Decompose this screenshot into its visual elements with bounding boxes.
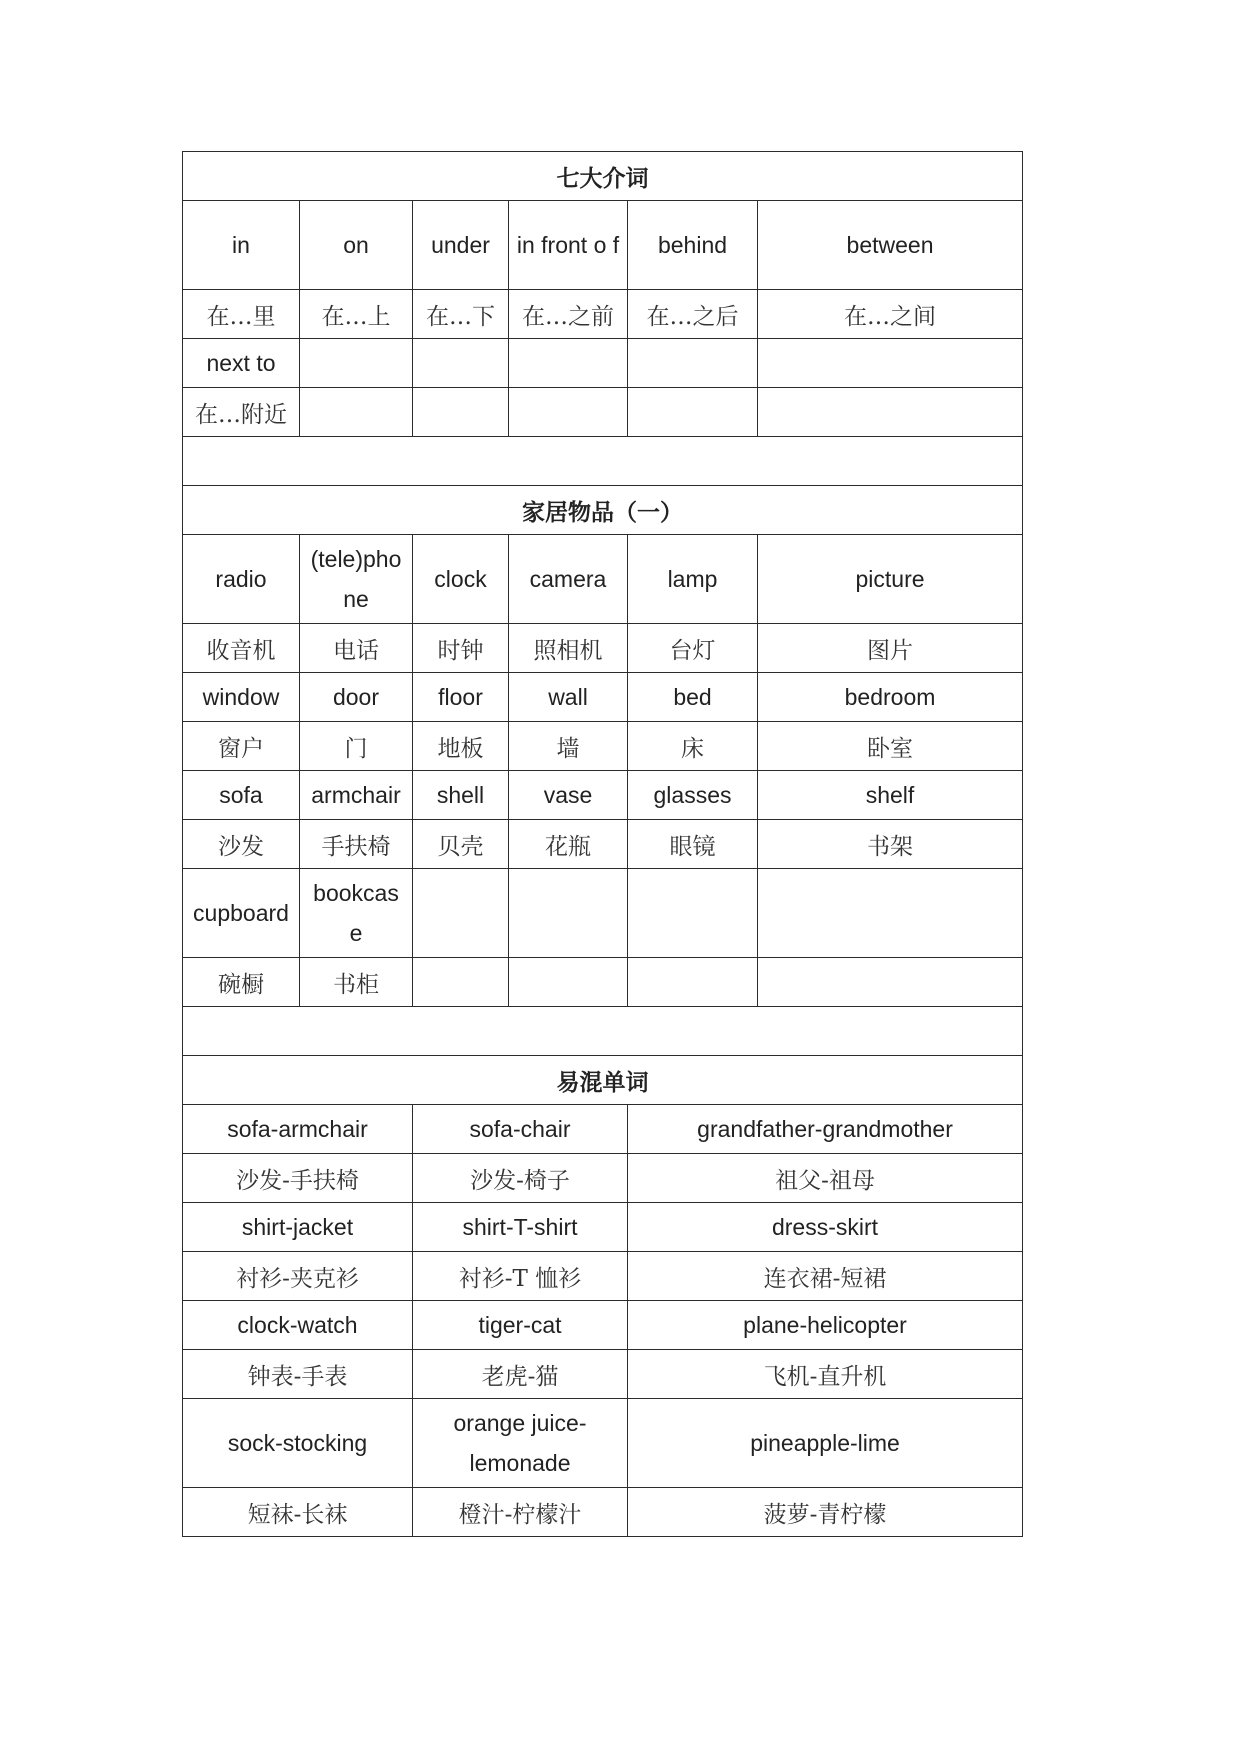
household-meaning: 地板 <box>413 722 509 771</box>
prep-meaning: 在…之后 <box>628 290 758 339</box>
household-meaning: 图片 <box>758 624 1023 673</box>
empty-cell <box>509 958 628 1007</box>
confusing-pair: clock-watch <box>183 1301 413 1350</box>
confusing-meaning: 祖父-祖母 <box>628 1154 1023 1203</box>
confusing-meaning: 菠萝-青柠檬 <box>628 1488 1023 1537</box>
household-meaning: 碗橱 <box>183 958 300 1007</box>
household-word: picture <box>758 535 1023 624</box>
confusing-pair: plane-helicopter <box>628 1301 1023 1350</box>
empty-cell <box>509 388 628 437</box>
prep-meaning: 在…下 <box>413 290 509 339</box>
confusing-meaning: 沙发-手扶椅 <box>183 1154 413 1203</box>
empty-cell <box>509 339 628 388</box>
household-meaning: 电话 <box>300 624 413 673</box>
empty-cell <box>758 869 1023 958</box>
household-word: vase <box>509 771 628 820</box>
empty-cell <box>413 339 509 388</box>
household-meaning: 手扶椅 <box>300 820 413 869</box>
household-word: (tele)pho ne <box>300 535 413 624</box>
confusing-meaning: 飞机-直升机 <box>628 1350 1023 1399</box>
empty-cell <box>300 339 413 388</box>
household-meaning: 花瓶 <box>509 820 628 869</box>
confusing-pair: pineapple-lime <box>628 1399 1023 1488</box>
household-word: bedroom <box>758 673 1023 722</box>
household-word: door <box>300 673 413 722</box>
household-word: shell <box>413 771 509 820</box>
prep-meaning: 在…之间 <box>758 290 1023 339</box>
household-word: sofa <box>183 771 300 820</box>
household-title: 家居物品（一） <box>183 486 1023 535</box>
prep-word: under <box>413 201 509 290</box>
empty-cell <box>413 869 509 958</box>
confusing-meaning: 老虎-猫 <box>413 1350 628 1399</box>
household-meaning: 门 <box>300 722 413 771</box>
empty-cell <box>509 869 628 958</box>
empty-cell <box>628 869 758 958</box>
household-meaning: 眼镜 <box>628 820 758 869</box>
household-word: wall <box>509 673 628 722</box>
household-word: radio <box>183 535 300 624</box>
confusing-meaning: 橙汁-柠檬汁 <box>413 1488 628 1537</box>
spacer-row <box>183 437 1023 486</box>
confusing-pair: orange juice-lemonade <box>413 1399 628 1488</box>
household-meaning: 书柜 <box>300 958 413 1007</box>
confusing-pair: sofa-armchair <box>183 1105 413 1154</box>
household-word: bed <box>628 673 758 722</box>
household-word: clock <box>413 535 509 624</box>
empty-cell <box>628 958 758 1007</box>
household-word: floor <box>413 673 509 722</box>
household-meaning: 书架 <box>758 820 1023 869</box>
prep-word: on <box>300 201 413 290</box>
confusing-meaning: 钟表-手表 <box>183 1350 413 1399</box>
prep-word: between <box>758 201 1023 290</box>
household-word: shelf <box>758 771 1023 820</box>
prep-word: in front o f <box>509 201 628 290</box>
empty-cell <box>758 958 1023 1007</box>
confusing-pair: sofa-chair <box>413 1105 628 1154</box>
prep-word: in <box>183 201 300 290</box>
household-word: window <box>183 673 300 722</box>
confusing-title: 易混单词 <box>183 1056 1023 1105</box>
confusing-pair: shirt-jacket <box>183 1203 413 1252</box>
prep-meaning: 在…之前 <box>509 290 628 339</box>
empty-cell <box>413 958 509 1007</box>
confusing-pair: grandfather-grandmother <box>628 1105 1023 1154</box>
household-word: cupboard <box>183 869 300 958</box>
household-meaning: 墙 <box>509 722 628 771</box>
household-meaning: 窗户 <box>183 722 300 771</box>
prep-word: behind <box>628 201 758 290</box>
prep-meaning: 在…附近 <box>183 388 300 437</box>
household-word: bookcas e <box>300 869 413 958</box>
household-word: camera <box>509 535 628 624</box>
household-word: glasses <box>628 771 758 820</box>
confusing-meaning: 衬衫-T 恤衫 <box>413 1252 628 1301</box>
household-word: lamp <box>628 535 758 624</box>
household-word: armchair <box>300 771 413 820</box>
confusing-pair: tiger-cat <box>413 1301 628 1350</box>
prep-meaning: 在…上 <box>300 290 413 339</box>
household-meaning: 收音机 <box>183 624 300 673</box>
confusing-pair: sock-stocking <box>183 1399 413 1488</box>
empty-cell <box>628 388 758 437</box>
spacer-row <box>183 1007 1023 1056</box>
empty-cell <box>758 388 1023 437</box>
confusing-pair: dress-skirt <box>628 1203 1023 1252</box>
household-meaning: 沙发 <box>183 820 300 869</box>
confusing-pair: shirt-T-shirt <box>413 1203 628 1252</box>
household-meaning: 台灯 <box>628 624 758 673</box>
empty-cell <box>413 388 509 437</box>
household-meaning: 照相机 <box>509 624 628 673</box>
prep-word: next to <box>183 339 300 388</box>
prepositions-title: 七大介词 <box>183 152 1023 201</box>
empty-cell <box>300 388 413 437</box>
vocabulary-table <box>182 151 1023 1537</box>
confusing-meaning: 衬衫-夹克衫 <box>183 1252 413 1301</box>
household-meaning: 贝壳 <box>413 820 509 869</box>
empty-cell <box>628 339 758 388</box>
household-meaning: 床 <box>628 722 758 771</box>
empty-cell <box>758 339 1023 388</box>
confusing-meaning: 沙发-椅子 <box>413 1154 628 1203</box>
confusing-meaning: 短袜-长袜 <box>183 1488 413 1537</box>
household-meaning: 时钟 <box>413 624 509 673</box>
household-meaning: 卧室 <box>758 722 1023 771</box>
confusing-meaning: 连衣裙-短裙 <box>628 1252 1023 1301</box>
prep-meaning: 在…里 <box>183 290 300 339</box>
